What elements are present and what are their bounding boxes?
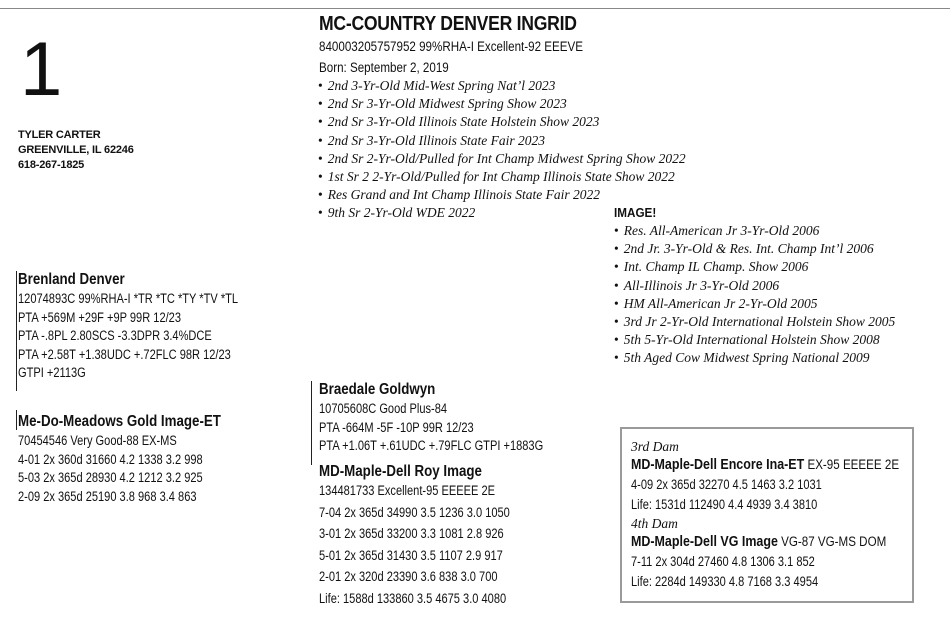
fourth-dam-label: 4th Dam bbox=[631, 516, 678, 531]
image-dam-honors bbox=[614, 222, 895, 368]
granddam-line: Life: 1588d 133860 3.5 4675 3.0 4080 bbox=[319, 590, 507, 606]
maternal-grandsire-line: PTA -664M -5F -10P 99R 12/23 bbox=[319, 419, 474, 435]
ancestor-dams-box bbox=[620, 427, 914, 603]
honor-item: • 9th Sr 2-Yr-Old WDE 2022 bbox=[318, 204, 686, 222]
dam-line: 2-09 2x 365d 25190 3.8 968 3.4 863 bbox=[18, 488, 197, 504]
fourth-dam-name-row bbox=[631, 532, 899, 552]
honor-item: • HM All-American Jr 2-Yr-Old 2005 bbox=[614, 295, 895, 313]
granddam-block bbox=[319, 461, 552, 608]
honor-item: • 1st Sr 2 2-Yr-Old/Pulled for Int Champ Illinois State Show 2022 bbox=[318, 168, 686, 186]
honor-item: • Res Grand and Int Champ Illinois State Fair 2022 bbox=[318, 186, 686, 204]
third-dam-label: 3rd Dam bbox=[631, 439, 679, 454]
honor-item: • All-Illinois Jr 3-Yr-Old 2006 bbox=[614, 277, 895, 295]
fourth-dam-name: MD-Maple-Dell VG Image bbox=[631, 534, 778, 550]
consignor-info bbox=[18, 128, 134, 173]
granddam-line: 3-01 2x 365d 33200 3.3 1081 2.8 926 bbox=[319, 526, 504, 541]
dam-name: Me-Do-Meadows Gold Image-ET bbox=[18, 413, 221, 430]
fourth-dam-classification: VG-87 VG-MS DOM bbox=[777, 534, 887, 549]
honor-item: • 3rd Jr 2-Yr-Old International Holstein Show 2005 bbox=[614, 313, 895, 331]
maternal-grandsire-name: Braedale Goldwyn bbox=[319, 381, 436, 398]
honor-item: • Res. All-American Jr 3-Yr-Old 2006 bbox=[614, 222, 895, 240]
granddam-line: 134481733 Excellent-95 EEEEE 2E bbox=[319, 483, 496, 498]
sire-line: PTA +2.58T +1.38UDC +.72FLC 98R 12/23 bbox=[18, 346, 231, 362]
sire-bracket bbox=[16, 271, 17, 391]
granddam-line: 7-04 2x 365d 34990 3.5 1236 3.0 1050 bbox=[319, 504, 510, 520]
dam-block bbox=[18, 411, 254, 506]
dam-line: 70454546 Very Good-88 EX-MS bbox=[18, 433, 177, 448]
granddam-name: MD-Maple-Dell Roy Image bbox=[319, 463, 482, 480]
honor-item: • 2nd Sr 3-Yr-Old Illinois State Holstein Show 2023 bbox=[318, 113, 686, 131]
maternal-grandsire-line: PTA +1.06T +.61UDC +.79FLC GTPI +1883G bbox=[319, 438, 544, 453]
lot-number: 1 bbox=[20, 27, 63, 112]
sire-line: PTA +569M +29F +9P 99R 12/23 bbox=[18, 309, 181, 325]
consignor-name: TYLER CARTER bbox=[18, 129, 101, 141]
maternal-grandsire-line: 10705608C Good Plus-84 bbox=[319, 401, 448, 416]
sire-line: 12074893C 99%RHA-I *TR *TC *TY *TV *TL bbox=[18, 291, 239, 306]
honor-item: • Int. Champ IL Champ. Show 2006 bbox=[614, 258, 895, 276]
consignor-city: GREENVILLE, IL 62246 bbox=[18, 144, 134, 156]
honor-item: • 2nd 3-Yr-Old Mid-West Spring Nat’l 2023 bbox=[318, 77, 686, 95]
cow-show-honors bbox=[318, 77, 686, 223]
maternal-grandsire-block bbox=[319, 379, 592, 456]
honor-item: • 2nd Sr 3-Yr-Old Illinois State Fair 2023 bbox=[318, 132, 686, 150]
sire-line: GTPI +2113G bbox=[18, 365, 86, 380]
third-dam-name-row bbox=[631, 455, 899, 475]
fourth-dam-line: Life: 2284d 149330 4.8 7168 3.3 4954 bbox=[631, 574, 819, 589]
third-dam-name: MD-Maple-Dell Encore Ina-ET bbox=[631, 457, 805, 473]
granddam-line: 5-01 2x 365d 31430 3.5 1107 2.9 917 bbox=[319, 547, 503, 563]
honor-item: • 2nd Jr. 3-Yr-Old & Res. Int. Champ Int’l 2006 bbox=[614, 240, 895, 258]
granddam-line: 2-01 2x 320d 23390 3.6 838 3.0 700 bbox=[319, 569, 498, 584]
fourth-dam-line: 7-11 2x 304d 27460 4.8 1306 3.1 852 bbox=[631, 554, 815, 569]
top-rule bbox=[0, 8, 950, 9]
cow-birth-date: Born: September 2, 2019 bbox=[319, 60, 449, 75]
maternal-grandsire-bracket bbox=[311, 381, 312, 465]
cow-name: MC-COUNTRY DENVER INGRID bbox=[319, 13, 577, 35]
third-dam-line: Life: 1531d 112490 4.4 4939 3.4 3810 bbox=[631, 497, 818, 512]
dam-line: 4-01 2x 360d 31660 4.2 1338 3.2 998 bbox=[18, 451, 203, 467]
sire-name: Brenland Denver bbox=[18, 271, 125, 288]
third-dam-line: 4-09 2x 365d 32270 4.5 1463 3.2 1031 bbox=[631, 477, 822, 492]
honor-item: • 5th 5-Yr-Old International Holstein Show 2008 bbox=[614, 331, 895, 349]
third-dam-classification: EX-95 EEEEE 2E bbox=[804, 457, 900, 472]
honor-item: • 2nd Sr 3-Yr-Old Midwest Spring Show 2023 bbox=[318, 95, 686, 113]
sire-line: PTA -.8PL 2.80SCS -3.3DPR 3.4%DCE bbox=[18, 328, 212, 343]
honor-item: • 2nd Sr 2-Yr-Old/Pulled for Int Champ Midwest Spring Show 2022 bbox=[318, 150, 686, 168]
dam-bracket bbox=[16, 410, 17, 430]
consignor-phone: 618-267-1825 bbox=[18, 159, 85, 171]
honor-item: • 5th Aged Cow Midwest Spring National 2009 bbox=[614, 349, 895, 367]
image-dam-label: IMAGE! bbox=[614, 205, 657, 220]
dam-line: 5-03 2x 365d 28930 4.2 1212 3.2 925 bbox=[18, 470, 203, 485]
cow-registration: 840003205757952 99%RHA-I Excellent-92 EEEVE bbox=[319, 39, 583, 54]
sire-block bbox=[18, 269, 286, 383]
